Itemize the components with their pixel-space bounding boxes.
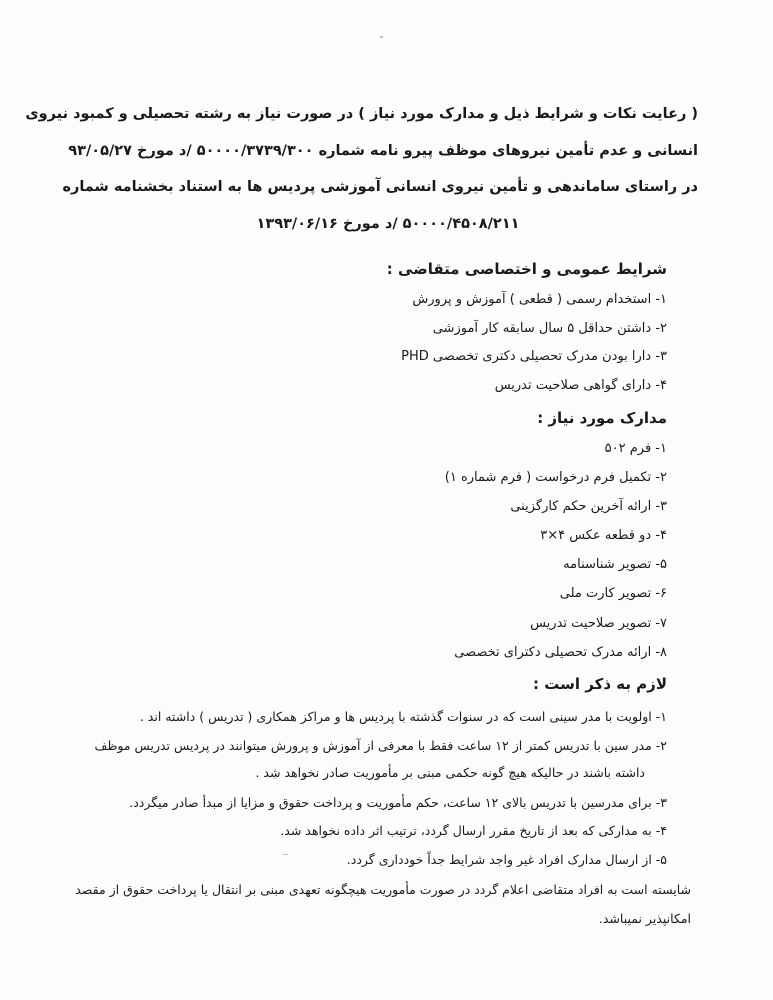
scan-speck (380, 36, 383, 38)
scan-speck (283, 854, 288, 855)
closing-text: شایسته است به افراد متقاضی اعلام گردد در صورت مأموریت هیچگونه تعهدی مبنی بر انتقال یا پرداخت حقوق از مقصد (75, 882, 691, 897)
header-line: ۵۰۰۰۰/۴۵۰۸/۲۱۱ /د مورخ ۱۳۹۳/۰۶/۱۶ (256, 215, 520, 232)
document-item: ۵- تصویر شناسنامه (563, 557, 667, 572)
note-item: ۵- از ارسال مدارک افراد غیر واجد شرایط جداً خودداری گردد. (346, 852, 667, 867)
document-item: ۶- تصویر کارت ملی (559, 586, 667, 601)
document-item: ۲- تکمیل فرم درخواست ( فرم شماره ۱) (444, 470, 667, 485)
condition-item: ۴- دارای گواهی صلاحیت تدریس (494, 378, 667, 393)
document-header (25, 96, 698, 242)
document-item: ۳- ارائه آخرین حکم کارگزینی (510, 499, 667, 514)
note-item: ۲- مدر سین با تدریس کمتر از ۱۲ ساعت فقط با معرفی از آموزش و پرورش میتوانند در پردیس تدریس موظف (94, 738, 667, 753)
note-item: ۴- به مدارکی که بعد از تاریخ مقرر ارسال گردد، ترتیب اثر داده نخواهد شد. (280, 823, 667, 838)
document-item: ۱- فرم ۵۰۲ (604, 441, 667, 456)
conditions-title: شرایط عمومی و اختصاصی متقاضی : (386, 260, 667, 278)
document-item: ۷- تصویر صلاحیت تدریس (530, 616, 667, 631)
notes-title: لازم به ذکر است : (533, 675, 667, 693)
header-line: در راستای ساماندهی و تأمین نیروی انسانی آموزشی پردیس ها به استناد بخشنامه شماره (62, 179, 698, 195)
document-item: ۴- دو قطعه عکس ۴×۳ (540, 528, 667, 543)
document-item: ۸- ارائه مدرک تحصیلی دکترای تخصصی (454, 645, 667, 660)
condition-item: ۳- دارا بودن مدرک تحصیلی دکتری تخصصی PHD (401, 349, 667, 364)
note-item-continuation: داشته باشند در حالیکه هیچ گونه حکمی مبنی بر مأموریت صادر نخواهد شد . (255, 765, 645, 780)
header-line: ( رعایت نکات و شرایط ذیل و مدارک مورد نیاز ) در صورت نیاز به رشته تحصیلی و کمبود نیروی (25, 106, 698, 122)
closing-text: امکانپذیر نمیباشد. (598, 911, 691, 926)
documents-title: مدارک مورد نیاز : (537, 409, 667, 427)
condition-item: ۱- استخدام رسمی ( قطعی ) آموزش و پرورش (412, 292, 667, 307)
note-item: ۱- اولویت با مدر سینی است که در سنوات گذشته با پردیس ها و مراکز همکاری ( تدریس ) داشته اند . (139, 709, 667, 724)
note-item: ۳- برای مدرسین با تدریس بالای ۱۲ ساعت، حکم مأموریت و پرداخت حقوق و مزایا از مبدأ صادر میگردد. (129, 795, 667, 810)
header-line: انسانی و عدم تأمین نیروهای موظف پیرو نامه شماره ۵۰۰۰۰/۳۷۳۹/۳۰۰ /د مورخ ۹۳/۰۵/۲۷ (68, 142, 698, 159)
condition-item: ۲- داشتن حداقل ۵ سال سابقه کار آموزشی (432, 321, 667, 336)
